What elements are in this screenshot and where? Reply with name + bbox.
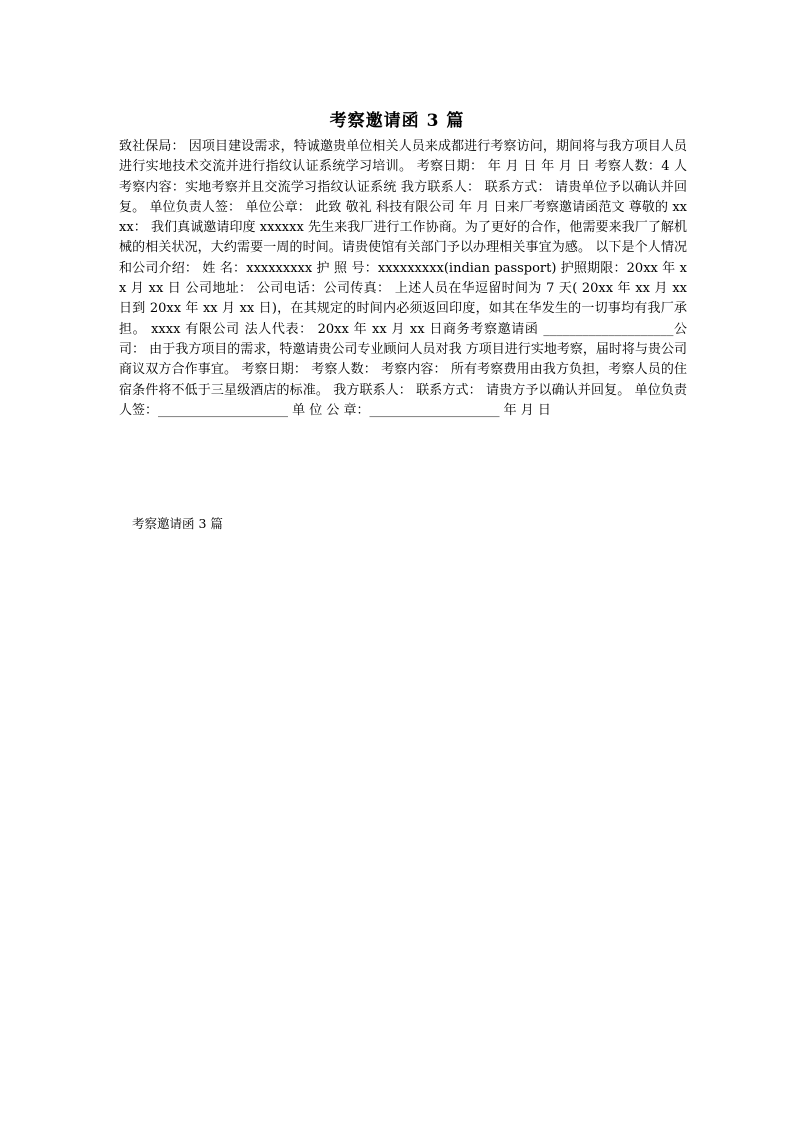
document-body: 致社保局： 因项目建设需求，特诚邀贵单位相关人员来成都进行考察访问，期间将与我方项目人员进行实地技术交流并进行指纹认证系统学习培训。 考察日期： 年 月 日 年 月 日 考察人数：4 人 考察内容：实地考察并且交流学习指纹认证系统 我方联系人： 联系方式： 请贵单位予以确认并回复。 单位负责人签： 单位公章： 此致 敬礼 科技有限公司 年 月 日来厂考察邀请函范文 尊敬的 xxxx： 我们真诚邀请印度 xxxxxx 先生来我厂进行工作协商。为了更好的合作，他需要来我厂了解机械的相关状况，大约需要一周的时间。请贵使馆有关部门予以办理相关事宜为感。 以下是个人情况和公司介绍： 姓 名：xxxxxxxxx 护 照 号：xxxxxxxxx(indian passport) 护照期限：20xx 年 xx 月 xx 日 公司地址： 公司电话：公司传真： 上述人员在华逗留时间为 7 天( 20xx 年 xx 月 xx 日到 20xx 年 xx 月 xx 日)，在其规定的时间内必须返回印度，如其在华发生的一切事均有我厂承担。 xxxx 有限公司 法人代表： 20xx 年 xx 月 xx 日商务考察邀请函 ____________________公司： 由于我方项目的需求，特邀请贵公司专业顾问人员对我 方项目进行实地考察，届时将与贵公司商议双方合作事宜。 考察日期： 考察人数： 考察内容： 所有考察费用由我方负担，考察人员的住宿条件将不低于三星级酒店的标准。 我方联系人： 联系方式： 请贵方予以确认并回复。 单位负责人签：____________________ 单 位 公 章：____________________ 年 月 日 <box>119 139 687 418</box>
footer-title: 考察邀请函 3 篇 <box>132 516 223 531</box>
document-title: 考察邀请函 3 篇 <box>329 111 465 131</box>
